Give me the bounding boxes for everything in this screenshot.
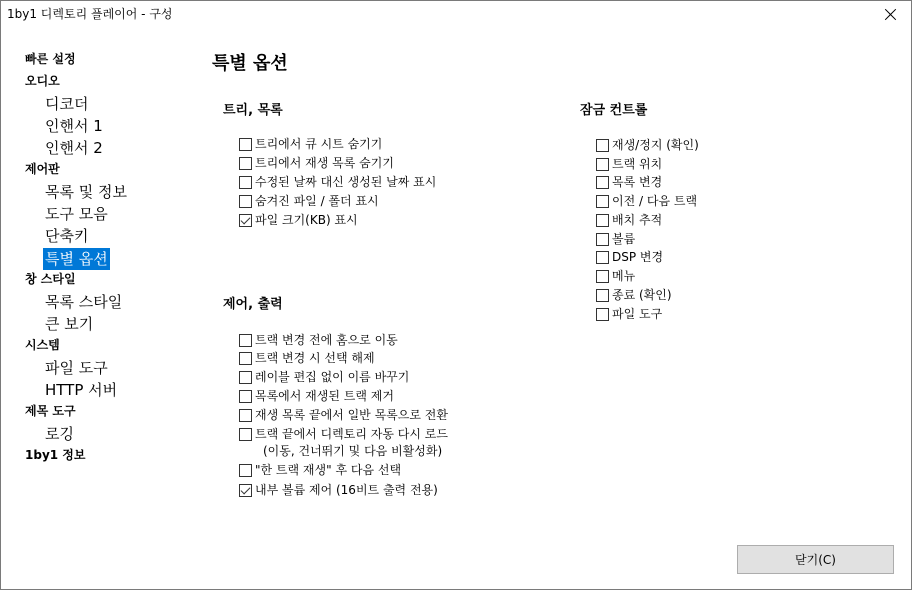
option-auto-reload-directory[interactable] xyxy=(239,426,448,460)
nav-audio[interactable]: 오디오 xyxy=(25,74,60,88)
option-lock-prev-next-track[interactable]: 이전 / 다음 트랙 xyxy=(596,193,697,211)
nav-list-info[interactable]: 목록 및 정보 xyxy=(45,183,127,201)
title-bar xyxy=(1,1,911,29)
checkbox[interactable] xyxy=(239,371,252,384)
checkbox[interactable] xyxy=(239,138,252,151)
nav-about[interactable]: 1by1 정보 xyxy=(25,448,86,462)
checkbox-checked[interactable] xyxy=(239,214,252,227)
checkbox[interactable] xyxy=(596,308,609,321)
checkbox[interactable] xyxy=(239,352,252,365)
nav-enhancer-2[interactable]: 인핸서 2 xyxy=(45,139,103,157)
checkbox[interactable] xyxy=(239,428,252,441)
nav-list-style[interactable]: 목록 스타일 xyxy=(45,293,123,311)
option-lock-exit[interactable]: 종료 (확인) xyxy=(596,287,672,305)
nav-logging[interactable]: 로깅 xyxy=(45,425,74,443)
option-switch-to-normal-list[interactable]: 재생 목록 끝에서 일반 목록으로 전환 xyxy=(239,407,448,425)
checkbox[interactable] xyxy=(239,157,252,170)
option-lock-track-position[interactable]: 트랙 위치 xyxy=(596,156,662,174)
option-lock-file-tools[interactable]: 파일 도구 xyxy=(596,306,662,324)
checkbox[interactable] xyxy=(596,176,609,189)
nav-quick-setup[interactable]: 빠른 설정 xyxy=(25,52,76,66)
checkbox[interactable] xyxy=(239,176,252,189)
option-home-before-track-change[interactable]: 트랙 변경 전에 홈으로 이동 xyxy=(239,332,398,350)
option-internal-volume-control[interactable]: 내부 볼륨 제어 (16비트 출력 전용) xyxy=(239,482,438,500)
nav-http-server[interactable]: HTTP 서버 xyxy=(45,381,118,399)
nav-control-panel[interactable]: 제어판 xyxy=(25,162,60,176)
checkbox[interactable] xyxy=(596,195,609,208)
option-show-created-date[interactable]: 수정된 날짜 대신 생성된 날짜 표시 xyxy=(239,174,436,192)
option-remove-played-tracks[interactable]: 목록에서 재생된 트랙 제거 xyxy=(239,388,394,406)
option-hide-playlists[interactable]: 트리에서 재생 목록 숨기기 xyxy=(239,155,394,173)
option-show-hidden-files[interactable]: 숨겨진 파일 / 폴더 표시 xyxy=(239,193,379,211)
nav-large-view[interactable]: 큰 보기 xyxy=(45,315,94,333)
nav-title-tools[interactable]: 제목 도구 xyxy=(25,404,76,418)
nav-decoder[interactable]: 디코더 xyxy=(45,95,89,113)
checkbox[interactable] xyxy=(239,390,252,403)
nav-special-options[interactable]: 특별 옵션 xyxy=(45,250,108,268)
option-lock-batch-track[interactable]: 배치 추적 xyxy=(596,212,662,230)
option-deselect-on-track-change[interactable]: 트랙 변경 시 선택 해제 xyxy=(239,350,375,368)
nav-system[interactable]: 시스템 xyxy=(25,338,60,352)
nav-window-style[interactable]: 창 스타일 xyxy=(25,272,76,286)
checkbox[interactable] xyxy=(596,289,609,302)
page-title: 특별 옵션 xyxy=(212,53,288,74)
checkbox[interactable] xyxy=(239,464,252,477)
checkbox[interactable] xyxy=(596,233,609,246)
option-lock-menu[interactable]: 메뉴 xyxy=(596,268,635,286)
checkbox[interactable] xyxy=(596,214,609,227)
option-label-line1: 트랙 끝에서 디렉토리 자동 다시 로드 xyxy=(255,427,448,441)
nav-shortcuts[interactable]: 단축키 xyxy=(45,227,89,245)
option-show-file-size[interactable]: 파일 크기(KB) 표시 xyxy=(239,212,358,230)
option-lock-volume[interactable]: 볼륨 xyxy=(596,231,635,249)
checkbox[interactable] xyxy=(596,251,609,264)
nav-file-tools[interactable]: 파일 도구 xyxy=(45,359,108,377)
option-rename-without-label-edit[interactable]: 레이블 편집 없이 이름 바꾸기 xyxy=(239,369,409,387)
option-hide-cue-sheets[interactable]: 트리에서 큐 시트 숨기기 xyxy=(239,136,382,154)
checkbox[interactable] xyxy=(239,195,252,208)
group-title-control-output: 제어, 출력 xyxy=(223,297,283,312)
checkbox[interactable] xyxy=(239,334,252,347)
window-title: 1by1 디렉토리 플레이어 - 구성 xyxy=(7,7,173,21)
close-button[interactable]: 닫기(C) xyxy=(737,545,894,574)
option-label-line2: (이동, 건너뛰기 및 다음 비활성화) xyxy=(263,444,443,458)
option-lock-list-change[interactable]: 목록 변경 xyxy=(596,174,662,192)
close-window-icon[interactable] xyxy=(879,3,903,27)
checkbox[interactable] xyxy=(596,158,609,171)
nav-toolbar[interactable]: 도구 모음 xyxy=(45,205,108,223)
checkbox[interactable] xyxy=(596,270,609,283)
checkbox[interactable] xyxy=(596,139,609,152)
checkbox[interactable] xyxy=(239,409,252,422)
option-lock-dsp-change[interactable]: DSP 변경 xyxy=(596,249,663,267)
checkbox-checked[interactable] xyxy=(239,484,252,497)
nav-enhancer-1[interactable]: 인핸서 1 xyxy=(45,117,103,135)
option-lock-play-stop[interactable]: 재생/정지 (확인) xyxy=(596,137,699,155)
group-title-tree-list: 트리, 목록 xyxy=(223,103,283,118)
group-title-lock-controls: 잠금 컨트롤 xyxy=(580,103,648,118)
option-select-next-after-one-track[interactable]: "한 트랙 재생" 후 다음 선택 xyxy=(239,462,401,480)
